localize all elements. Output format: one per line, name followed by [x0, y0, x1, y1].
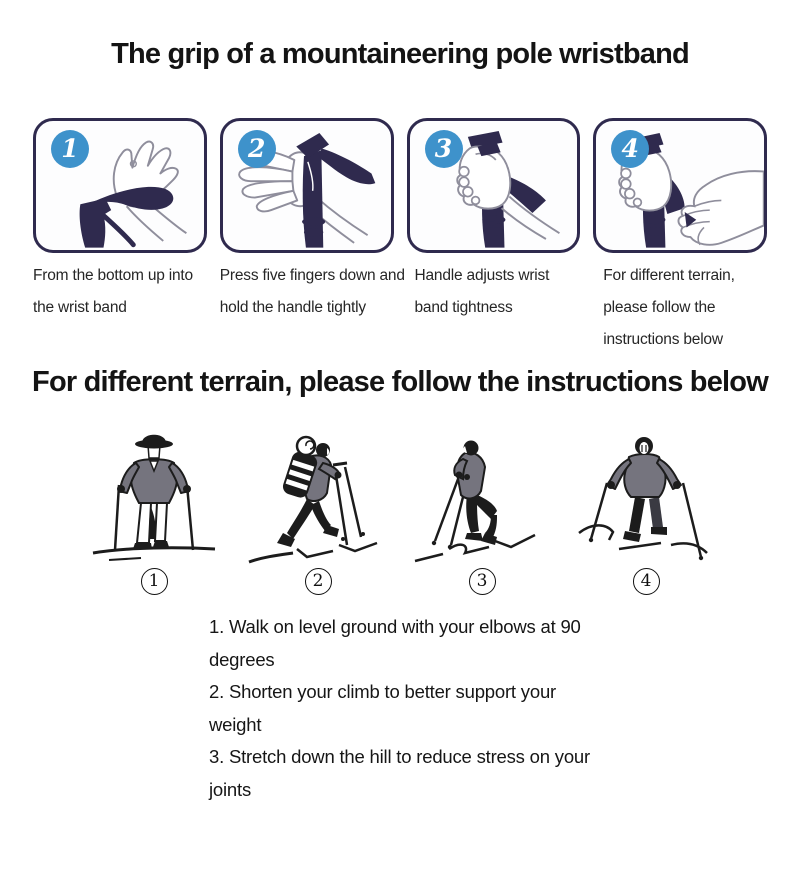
- step-number-badge: 2: [238, 130, 276, 168]
- hiker-climbing-backpack-icon: [243, 421, 393, 566]
- grip-step-3: [407, 118, 581, 356]
- terrain-instructions: [209, 611, 591, 806]
- grip-step-2-caption: Press five fingers down and hold the handle tightly: [219, 267, 405, 316]
- grip-step-4-caption: For different terrain, please follow the instructions below: [603, 267, 735, 348]
- terrain-figures-row: [0, 421, 800, 595]
- hiker-walking-level-icon: [79, 421, 229, 566]
- figure-number: 3: [469, 568, 496, 595]
- section-title: For different terrain, please follow the instructions below: [32, 366, 768, 398]
- grip-steps-row: [0, 118, 800, 356]
- grip-step-1: [33, 118, 207, 356]
- grip-step-3-panel: [407, 118, 581, 253]
- figure-number: 2: [305, 568, 332, 595]
- hiker-descending-icon: [571, 421, 721, 566]
- terrain-figure-2: [243, 421, 393, 595]
- grip-step-4-panel: [593, 118, 767, 253]
- grip-step-1-panel: [33, 118, 207, 253]
- step-number-badge: 3: [425, 130, 463, 168]
- hiker-steep-slope-icon: [407, 421, 557, 566]
- step-number-badge: 4: [611, 130, 649, 168]
- terrain-figure-3: [407, 421, 557, 595]
- page-title: The grip of a mountaineering pole wristband: [111, 38, 689, 70]
- grip-step-1-caption: From the bottom up into the wrist band: [33, 267, 193, 316]
- grip-step-4: [593, 118, 767, 356]
- grip-step-3-caption: Handle adjusts wrist band tightness: [414, 267, 550, 316]
- instruction-2: 2. Shorten your climb to better support your weight: [209, 681, 556, 735]
- figure-number: 4: [633, 568, 660, 595]
- grip-step-2: [219, 118, 405, 356]
- instruction-1: 1. Walk on level ground with your elbows at 90 degrees: [209, 616, 581, 670]
- instruction-3: 3. Stretch down the hill to reduce stress on your joints: [209, 746, 590, 800]
- grip-step-2-panel: [220, 118, 394, 253]
- step-number-badge: 1: [51, 130, 89, 168]
- terrain-figure-1: [79, 421, 229, 595]
- terrain-figure-4: [571, 421, 721, 595]
- figure-number: 1: [141, 568, 168, 595]
